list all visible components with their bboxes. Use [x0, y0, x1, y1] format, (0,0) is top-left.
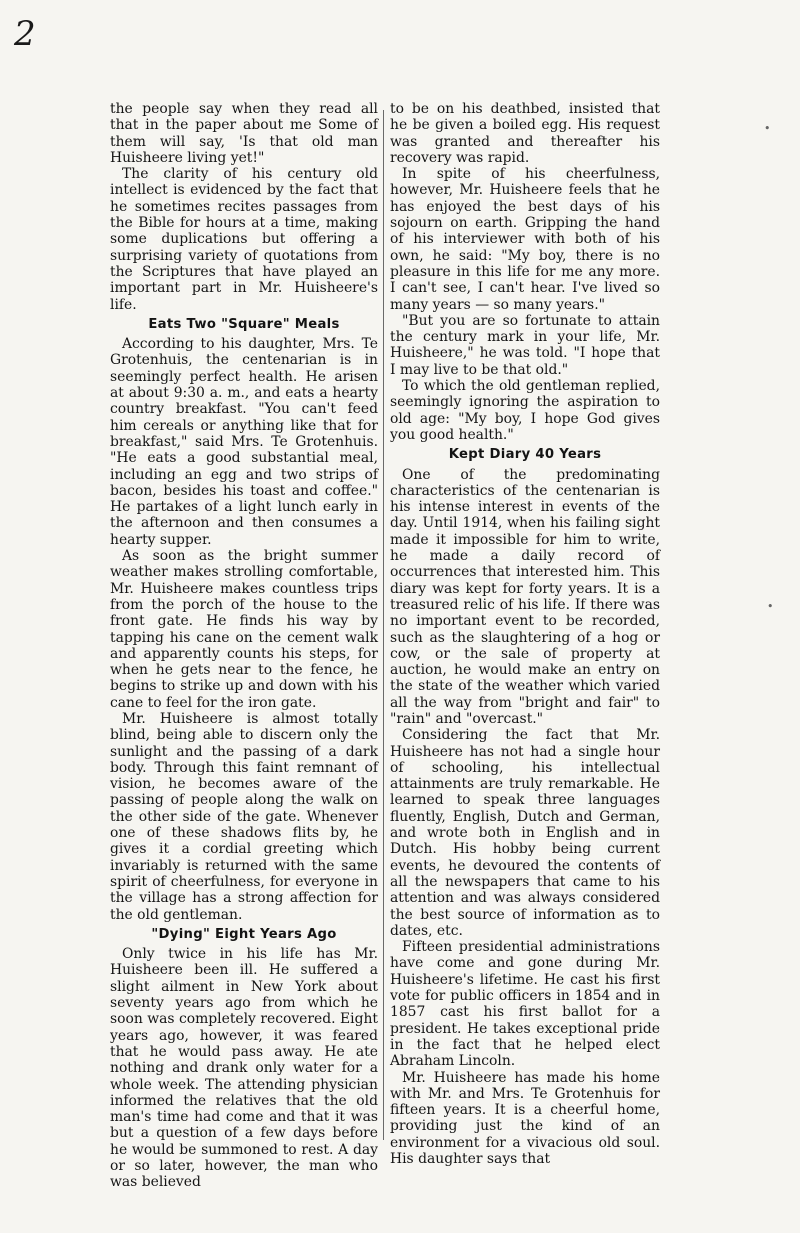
paragraph: the people say when they read all that in the paper about me Some of them will say, 'Is that old man Huisheere living yet!"	[110, 101, 378, 166]
paragraph: "But you are so fortunate to attain the century mark in your life, Mr. Huisheere," he was told. "I hope that I may live to be that old."	[390, 312, 660, 378]
paragraph: Only twice in his life has Mr. Huisheere been ill. He suffered a slight ailment in New York about seventy years ago from which he soon was completely recovered. Eight years ago, however, it was feared that he would pass away. He ate nothing and drank only water for a whole week. The attending physician informed the relatives that the old man's time had come and that it was but a question of a few days before he would be summoned to rest. A day or so later, however, the man who was believed	[110, 946, 378, 1191]
paragraph: Mr. Huisheere has made his home with Mr. and Mrs. Te Grotenhuis for fifteen years. It is a cheerful home, providing just the kind of an environment for a vivacious old soul. His daughter says that	[390, 1069, 660, 1167]
paragraph: To which the old gentleman replied, seemingly ignoring the aspiration to old age: "My boy, I hope God gives you good health."	[390, 378, 660, 443]
paragraph: to be on his deathbed, insisted that he be given a boiled egg. His request was granted and thereafter his recovery was rapid.	[390, 101, 660, 166]
paragraph: Considering the fact that Mr. Huisheere has not had a single hour of schooling, his intellectual attainments are truly remarkable. He learned to speak three languages fluently, English, Dutch and German, and wrote both in English and in Dutch. His hobby being current events, he devoured the contents of all the newspapers that came to his attention and was always considered the best source of information as to dates, etc.	[390, 727, 660, 939]
paragraph: Fifteen presidential administrations have come and gone during Mr. Huisheere's lifetime. He cast his first vote for public officers in 1854 and in 1857 cast his first ballot for a president. He takes exceptional pride in the fact that he helped elect Abraham Lincoln.	[390, 939, 660, 1070]
paragraph: One of the predominating characteristics of the centenarian is his intense interest in events of the day. Until 1914, when his failing sight made it impossible for him to write, he made a daily record of occurrences that interested him. This diary was kept for forty years. It is a treasured relic of his life. If there was no important event to be recorded, such as the slaughtering of a hog or cow, or the sale of property at auction, he would make an entry on the state of the weather which varied all the way from "bright and fair" to "rain" and "overcast."	[390, 466, 660, 727]
scan-speck: •	[764, 122, 771, 135]
paragraph: The clarity of his century old intellect is evidenced by the fact that he sometimes recites passages from the Bible for hours at a time, making some duplications but offering a surprising variety of quotations from the Scriptures that have played an important part in Mr. Huisheere's life.	[110, 166, 378, 313]
paragraph: Mr. Huisheere is almost totally blind, being able to discern only the sunlight and the passing of a dark body. Through this faint remnant of vision, he becomes aware of the passing of people along the walk on the other side of the gate. Whenever one of these shadows flits by, he gives it a cordial greeting which invariably is returned with the same spirit of cheerfulness, for everyone in the village has a strong affection for the old gentleman.	[110, 710, 378, 923]
scan-speck: •	[767, 600, 774, 613]
article-column-left	[110, 101, 378, 1191]
section-heading: Kept Diary 40 Years	[448, 447, 602, 463]
paragraph: As soon as the bright summer weather makes strolling comfortable, Mr. Huisheere makes countless trips from the porch of the house to the front gate. He finds his way by tapping his cane on the cement walk and apparently counts his steps, for when he gets near to the fence, he begins to strike up and down with his cane to feel for the iron gate.	[110, 548, 378, 711]
column-divider	[383, 110, 384, 1140]
paragraph: According to his daughter, Mrs. Te Grotenhuis, the centenarian is in seemingly perfect health. He arisen at about 9:30 a. m., and eats a hearty country breakfast. "You can't feed him cereals or anything like that for breakfast," said Mrs. Te Grotenhuis. "He eats a good substantial meal, including an egg and two strips of bacon, besides his toast and coffee." He partakes of a light lunch early in the afternoon and then consumes a hearty supper.	[110, 336, 378, 548]
section-heading: "Dying" Eight Years Ago	[151, 926, 337, 942]
section-heading: Eats Two "Square" Meals	[148, 316, 340, 332]
paragraph: In spite of his cheerfulness, however, Mr. Huisheere feels that he has enjoyed the best days of his sojourn on earth. Gripping the hand of his interviewer with both of his own, he said: "My boy, there is no pleasure in this life for me any more. I can't see, I can't hear. I've lived so many years — so many years."	[390, 166, 660, 313]
article-column-right	[390, 101, 660, 1167]
page-number: 2	[14, 14, 36, 54]
